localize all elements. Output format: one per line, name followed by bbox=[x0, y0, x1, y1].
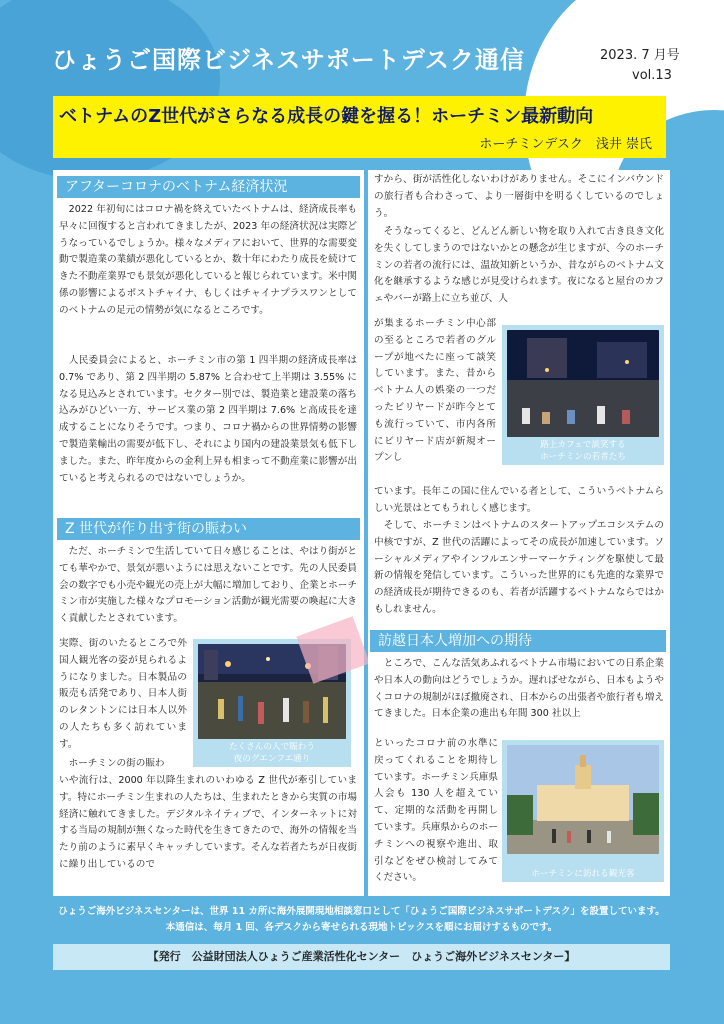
photo-caption: ホーチミンに訪れる観光客 bbox=[531, 869, 635, 879]
photo-street-cafe bbox=[502, 325, 664, 465]
paragraph-right-3: が集まるホーチミン中心部の至るところで若者のグループが地べたに座って談笑しています。また、昔からベトナム人の娯楽の一つだったビリヤードが昨今とても流行っていて、市内各所にビリヤード店が新規オープンし bbox=[374, 318, 496, 464]
section-title-economy: アフターコロナのベトナム経済状況 bbox=[57, 176, 360, 198]
paragraph-economy-1: 2022 年初旬にはコロナ禍を終えていたベトナムは、経済成長率も早々に回復すると言われてきましたが、2023 年の経済状況は実際どうなっているでしょうか。様々なメディアにおいて、世界的な需要変動で製造業の業績が悪化しているとか、数十年にわたり成長を続けてきた不動産業界でも景気が悪化していると報じられています。米中関係の影響によるポストチャイナ、もしくはチャイナプラスワンとしてのベトナムの足元の情勢が気になるところです。 bbox=[59, 204, 357, 316]
newsletter-title: ひょうご国際ビジネスサポートデスク通信 bbox=[52, 46, 525, 74]
paragraph-genz-3: いや流行は、2000 年以降生まれのいわゆる Z 世代が牽引しています。特にホーチミン生まれの人たちは、生まれたときから実質の市場経済に触れてきました。デジタルネイティブで、インターネットに対する当局の規制が無くなった時代を生きてきたので、海外の情報を当たり前のように素早くキャッチしています。そんな若者たちが日夜街に繰り出しているので bbox=[59, 775, 357, 870]
paragraph-visitors-2: といったコロナ前の水準に戻ってくれることを期待しています。ホーチミン兵庫県人会も 130 人を超えていて、定期的な活動を再開しています。兵庫県からのホーチミンへの視察や進出、取引などをぜひ検討してみてください。 bbox=[374, 738, 498, 884]
photo-caption bbox=[502, 439, 664, 463]
paragraph-right-1: すから、街が活性化しないわけがありません。そこにインバウンドの旅行者も合わさって、より一層街中を明るくしているのでしょう。 bbox=[374, 174, 664, 219]
paragraph-genz-2b: ホーチミンの街の賑わ bbox=[59, 758, 165, 769]
section-title-japanese-visitors: 訪越日本人増加への期待 bbox=[370, 630, 666, 652]
paragraph-right-2: そうなってくると、どんどん新しい物を取り入れて古き良き文化を失くしてしまうのではないかとの懸念が生じますが、今のホーチミンの若者の流行には、温故知新というか、昔ながらのベトナム文化を継承するような感じが見受けられます。夜になると屋台のカフェやバーが路上に立ち並び、人 bbox=[374, 226, 664, 305]
paragraph-economy-2: 人民委員会によると、ホーチミン市の第 1 四半期の経済成長率は 0.7% であり、第 2 四半期の 5.87% と合わせて上半期は 3.55% になる見込みとされています。セクター別では、製造業と建設業の落ち込みがひどい一方、サービス業の第 2 四半期は 7.6% と高成長を達成することになりそうです。つまり、コロナ禍からの世界情勢の影響で製造業輸出の需要が低下し、それにより国内の建設業景気も低下しました。また、昨年度からの金利上昇も相まって不動産業に影響が出ていると考えられるのではないでしょうか。 bbox=[59, 355, 357, 484]
footer-description bbox=[53, 904, 670, 938]
photo-caption-line-2: 夜のグエンフエ通り bbox=[233, 754, 311, 764]
headline-title: ベトナムのZ世代がさらなる成長の鍵を握る！ホーチミン最新動向 bbox=[59, 106, 594, 127]
photo-caption-line-2: ホーチミンの若者たち bbox=[540, 452, 626, 462]
photo-caption bbox=[193, 741, 351, 765]
street-cafe-photo bbox=[507, 330, 659, 437]
paragraph-genz-1: ただ、ホーチミンで生活していて日々感じることは、やはり街がとても華やかで、景気が悪いようには思えないことです。先の人民委員会の数字でも小売や観光の売上が大幅に増加しており、企業とホーチミン市が実施した様々なプロモーション活動が観光需要の喚起に大きく貢献したとされています。 bbox=[59, 546, 357, 625]
photo-caption-line-1: たくさんの人で賑わう bbox=[229, 742, 315, 752]
footer-line-2: 本通信は、毎月 1 回、各デスクから寄せられる現地トピックスを順にお届けするものです。 bbox=[165, 922, 558, 933]
photo-caption-line-1: 路上カフェで談笑する bbox=[540, 440, 626, 450]
paragraph-visitors-1: ところで、こんな活気あふれるベトナム市場においての日系企業や日本人の動向はどうでしょうか。遅ればせながら、日本もようやくコロナの規制がほぼ撤廃され、日本からの出張者や旅行者も増えてきました。日本企業の進出も年間 300 社以上 bbox=[374, 658, 664, 720]
headline-box bbox=[53, 96, 666, 158]
section-title-genz: Z 世代が作り出す街の賑わい bbox=[57, 518, 360, 540]
left-column bbox=[53, 170, 364, 896]
footer-publisher: 【発行 公益財団法人ひょうご産業活性化センター ひょうご海外ビジネスセンター】 bbox=[53, 944, 670, 970]
paragraph-right-4: ています。長年この国に住んでいる者として、こういうベトナムらしい光景はとてもうれしく感じます。 bbox=[374, 486, 664, 514]
headline-author: ホーチミンデスク 浅井 崇氏 bbox=[479, 137, 652, 152]
paragraph-genz-2: 実際、街のいたるところで外国人観光客の姿が見られるようになりました。日本製品の販売も活発であり、日本人街のレタントンには日本人以外の人たちも多く訪れています。 bbox=[59, 638, 187, 750]
footer-line-1: ひょうご海外ビジネスセンターは、世界 11 カ所に海外展開現地相談窓口として「ひょうご国際ビジネスサポートデスク」を設置しています。 bbox=[58, 906, 665, 917]
city-hall-photo bbox=[507, 745, 659, 854]
issue-volume: vol.13 bbox=[632, 68, 672, 83]
photo-tourists bbox=[502, 740, 664, 882]
paragraph-right-5: そして、ホーチミンはベトナムのスタートアップエコシステムの中核ですが、Z 世代の活躍によってその成長が加速しています。ソーシャルメディアやインフルエンサーマーケティングを駆使して最新の情報を発信しています。こういった世界的にも先進的な業界での経済成長が期待できるのも、若者が活躍するベトナムならではかもしれません。 bbox=[374, 520, 664, 615]
issue-date: 2023. 7 月号 bbox=[600, 48, 680, 63]
right-column bbox=[368, 170, 670, 896]
